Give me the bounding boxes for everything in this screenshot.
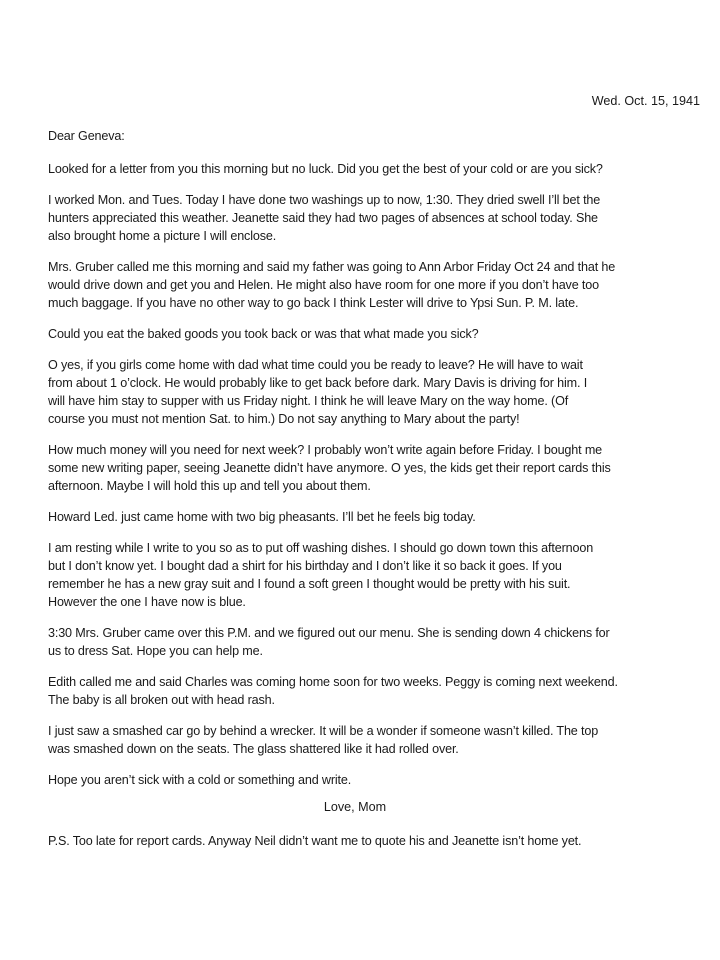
letter-line: Could you eat the baked goods you took back or was that what made you sick? <box>48 327 479 341</box>
letter-line: I am resting while I write to you so as to put off washing dishes. I should go down town this afternoon <box>48 541 594 555</box>
letter-line: but I don’t know yet. I bought dad a shirt for his birthday and I don’t like it so back it goes. If you <box>48 559 562 573</box>
letter-line: would drive down and get you and Helen. He might also have room for one more if you don’t have too <box>48 278 599 292</box>
letter-line: from about 1 o’clock. He would probably like to get back before dark. Mary Davis is driving for him. I <box>48 376 588 390</box>
letter-line: also brought home a picture I will enclose. <box>48 229 277 243</box>
salutation: Dear Geneva: <box>48 129 125 143</box>
letter-line: How much money will you need for next week? I probably won’t write again before Friday. I bought me <box>48 443 603 457</box>
letter-line: was smashed down on the seats. The glass shattered like it had rolled over. <box>48 742 459 756</box>
letter-line: remember he has a new gray suit and I found a soft green I thought would be pretty with his suit. <box>48 577 571 591</box>
closing: Love, Mom <box>323 800 387 814</box>
letter-date: Wed. Oct. 15, 1941 <box>591 94 700 108</box>
letter-line: I worked Mon. and Tues. Today I have done two washings up to now, 1:30. They dried swell I’ll bet the <box>48 193 601 207</box>
letter-line: afternoon. Maybe I will hold this up and tell you about them. <box>48 479 371 493</box>
letter-line: The baby is all broken out with head rash. <box>48 693 275 707</box>
letter-line: 3:30 Mrs. Gruber came over this P.M. and we figured out our menu. She is sending down 4 chickens for <box>48 626 610 640</box>
letter-line: However the one I have now is blue. <box>48 595 246 609</box>
letter-line: much baggage. If you have no other way to go back I think Lester will drive to Ypsi Sun. P. M. late. <box>48 296 579 310</box>
letter-line: Hope you aren’t sick with a cold or something and write. <box>48 773 352 787</box>
letter-line: Howard Led. just came home with two big pheasants. I’ll bet he feels big today. <box>48 510 476 524</box>
letter-line: course you must not mention Sat. to him.) Do not say anything to Mary about the party! <box>48 412 520 426</box>
letter-line: will have him stay to supper with us Friday night. I think he will leave Mary on the way home. (Of <box>48 394 569 408</box>
letter-line: O yes, if you girls come home with dad what time could you be ready to leave? He will have to wait <box>48 358 583 372</box>
letter-line: I just saw a smashed car go by behind a wrecker. It will be a wonder if someone wasn’t killed. The top <box>48 724 599 738</box>
letter-line: Mrs. Gruber called me this morning and said my father was going to Ann Arbor Friday Oct 24 and that he <box>48 260 616 274</box>
letter-line: Looked for a letter from you this morning but no luck. Did you get the best of your cold or are you sick? <box>48 162 603 176</box>
postscript: P.S. Too late for report cards. Anyway Neil didn’t want me to quote his and Jeanette isn’t home yet. <box>48 834 582 848</box>
letter-line: some new writing paper, seeing Jeanette didn’t have anymore. O yes, the kids get their report cards this <box>48 461 611 475</box>
letter-line: Edith called me and said Charles was coming home soon for two weeks. Peggy is coming next weekend. <box>48 675 618 689</box>
letter-line: hunters appreciated this weather. Jeanette said they had two pages of absences at school today. She <box>48 211 598 225</box>
letter-line: us to dress Sat. Hope you can help me. <box>48 644 263 658</box>
